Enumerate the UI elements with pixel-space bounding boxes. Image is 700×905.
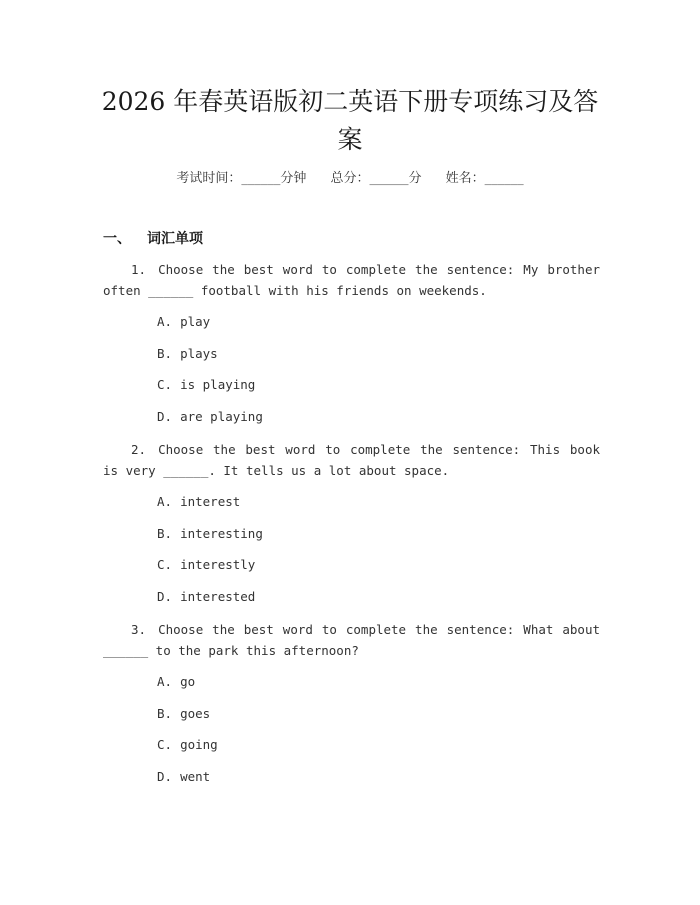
student-name-field: 姓名：______ [445, 171, 524, 186]
question-2 [103, 439, 600, 481]
option-text: going [180, 737, 218, 752]
question-3 [103, 619, 600, 661]
option-letter: C. [157, 377, 173, 392]
option-text: go [180, 674, 196, 689]
question-1-option-d [157, 409, 263, 424]
question-3-option-b [157, 706, 210, 721]
question-1 [103, 259, 600, 301]
option-text: interestly [180, 557, 256, 572]
question-number: 3. [131, 622, 147, 637]
exam-info [0, 167, 700, 186]
option-text: interested [180, 589, 256, 604]
section-title: 词汇单项 [147, 231, 203, 247]
option-text: goes [180, 706, 211, 721]
question-3-option-c [157, 737, 218, 752]
question-text: Choose the best word to complete the sentence: What about ______ to the park this afternoon? [103, 622, 600, 658]
option-text: interesting [180, 526, 263, 541]
option-letter: A. [157, 494, 173, 509]
option-letter: D. [157, 769, 173, 784]
option-text: interest [180, 494, 241, 509]
option-letter: A. [157, 314, 173, 329]
document-title: 2026 年春英语版初二英语下册专项练习及答案 [101, 87, 599, 154]
option-text: plays [180, 346, 218, 361]
question-number: 1. [131, 262, 147, 277]
option-letter: D. [157, 589, 173, 604]
question-3-option-d [157, 769, 210, 784]
question-2-option-d [157, 589, 255, 604]
option-text: went [180, 769, 211, 784]
question-2-option-a [157, 494, 240, 509]
question-text: Choose the best word to complete the sentence: My brother often ______ football with his friends on weekends. [103, 262, 600, 298]
option-letter: B. [157, 346, 173, 361]
section-number: 一、 [103, 231, 131, 247]
question-2-option-c [157, 557, 255, 572]
question-1-option-b [157, 346, 218, 361]
question-1-option-c [157, 377, 255, 392]
option-text: are playing [180, 409, 263, 424]
question-2-option-b [157, 526, 263, 541]
option-letter: A. [157, 674, 173, 689]
option-letter: C. [157, 557, 173, 572]
exam-time-field: 考试时间：______分钟 [176, 171, 307, 186]
option-letter: B. [157, 526, 173, 541]
option-letter: D. [157, 409, 173, 424]
question-1-option-a [157, 314, 210, 329]
section-heading [103, 228, 203, 248]
total-score-field: 总分：______分 [330, 171, 422, 186]
question-3-option-a [157, 674, 195, 689]
option-letter: C. [157, 737, 173, 752]
question-text: Choose the best word to complete the sentence: This book is very ______. It tells us a lot about space. [103, 442, 600, 478]
option-letter: B. [157, 706, 173, 721]
question-number: 2. [131, 442, 147, 457]
option-text: is playing [180, 377, 256, 392]
option-text: play [180, 314, 211, 329]
